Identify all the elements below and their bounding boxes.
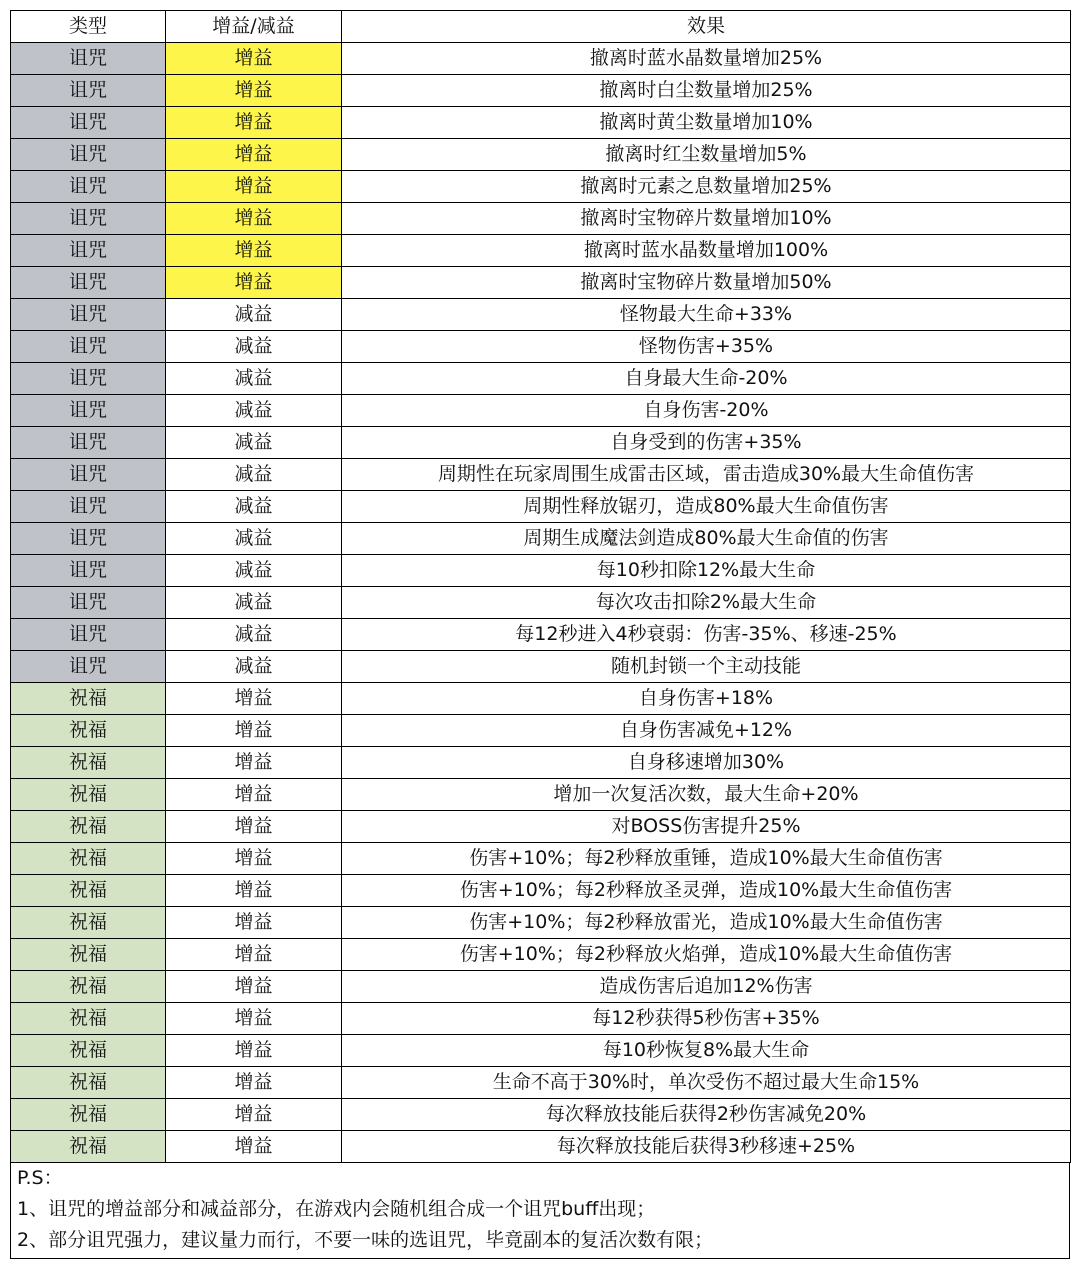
cell-kind[interactable]: 减益 bbox=[166, 491, 342, 523]
cell-kind[interactable]: 增益 bbox=[166, 907, 342, 939]
cell-kind[interactable]: 增益 bbox=[166, 1067, 342, 1099]
table-row bbox=[11, 843, 1071, 875]
table-row bbox=[11, 427, 1071, 459]
table-row bbox=[11, 587, 1071, 619]
cell-type[interactable]: 诅咒 bbox=[11, 363, 166, 395]
cell-type[interactable]: 祝福 bbox=[11, 811, 166, 843]
table-row bbox=[11, 683, 1071, 715]
cell-kind[interactable]: 增益 bbox=[166, 715, 342, 747]
table-row bbox=[11, 523, 1071, 555]
cell-type[interactable]: 诅咒 bbox=[11, 651, 166, 683]
cell-type[interactable]: 祝福 bbox=[11, 939, 166, 971]
table-row bbox=[11, 971, 1071, 1003]
cell-type[interactable]: 祝福 bbox=[11, 715, 166, 747]
note-line-1: 1、诅咒的增益部分和减益部分，在游戏内会随机组合成一个诅咒buff出现； bbox=[17, 1198, 656, 1220]
table-row bbox=[11, 139, 1071, 171]
notes-title: P.S： bbox=[17, 1167, 63, 1189]
cell-effect[interactable]: 自身受到的伤害+35% bbox=[342, 427, 1071, 459]
header-effect[interactable]: 效果 bbox=[342, 11, 1071, 43]
cell-type[interactable]: 诅咒 bbox=[11, 427, 166, 459]
table-row bbox=[11, 1067, 1071, 1099]
cell-effect[interactable]: 自身伤害+18% bbox=[342, 683, 1071, 715]
cell-effect[interactable]: 怪物伤害+35% bbox=[342, 331, 1071, 363]
cell-effect[interactable]: 撤离时红尘数量增加5% bbox=[342, 139, 1071, 171]
cell-kind[interactable]: 增益 bbox=[166, 683, 342, 715]
cell-type[interactable]: 祝福 bbox=[11, 875, 166, 907]
cell-effect[interactable]: 撤离时黄尘数量增加10% bbox=[342, 107, 1071, 139]
header-row bbox=[11, 11, 1071, 43]
header-effect-kind[interactable]: 增益/减益 bbox=[166, 11, 342, 43]
cell-effect[interactable]: 伤害+10%；每2秒释放雷光，造成10%最大生命值伤害 bbox=[342, 907, 1071, 939]
cell-effect[interactable]: 撤离时蓝水晶数量增加100% bbox=[342, 235, 1071, 267]
table-row bbox=[11, 235, 1071, 267]
table-row bbox=[11, 1131, 1071, 1163]
table-row bbox=[11, 299, 1071, 331]
cell-effect[interactable]: 每10秒扣除12%最大生命 bbox=[342, 555, 1071, 587]
cell-effect[interactable]: 撤离时白尘数量增加25% bbox=[342, 75, 1071, 107]
cell-effect[interactable]: 伤害+10%；每2秒释放重锤，造成10%最大生命值伤害 bbox=[342, 843, 1071, 875]
table-row bbox=[11, 619, 1071, 651]
table-row bbox=[11, 1099, 1071, 1131]
notes-section bbox=[10, 1163, 1070, 1259]
table-row bbox=[11, 811, 1071, 843]
cell-type[interactable]: 祝福 bbox=[11, 779, 166, 811]
cell-type[interactable]: 祝福 bbox=[11, 1131, 166, 1163]
table-row bbox=[11, 555, 1071, 587]
cell-effect[interactable]: 增加一次复活次数，最大生命+20% bbox=[342, 779, 1071, 811]
cell-kind[interactable]: 减益 bbox=[166, 427, 342, 459]
cell-effect[interactable]: 自身移速增加30% bbox=[342, 747, 1071, 779]
cell-type[interactable]: 祝福 bbox=[11, 843, 166, 875]
cell-kind[interactable]: 增益 bbox=[166, 843, 342, 875]
cell-effect[interactable]: 周期生成魔法剑造成80%最大生命值的伤害 bbox=[342, 523, 1071, 555]
table-row bbox=[11, 1003, 1071, 1035]
cell-type[interactable]: 诅咒 bbox=[11, 491, 166, 523]
table-row bbox=[11, 75, 1071, 107]
cell-type[interactable]: 诅咒 bbox=[11, 299, 166, 331]
cell-effect[interactable]: 周期性在玩家周围生成雷击区域，雷击造成30%最大生命值伤害 bbox=[342, 459, 1071, 491]
table-body bbox=[11, 43, 1071, 1163]
cell-kind[interactable]: 增益 bbox=[166, 267, 342, 299]
cell-effect[interactable]: 撤离时元素之息数量增加25% bbox=[342, 171, 1071, 203]
cell-kind[interactable]: 增益 bbox=[166, 139, 342, 171]
table-row bbox=[11, 907, 1071, 939]
cell-type[interactable]: 祝福 bbox=[11, 971, 166, 1003]
cell-effect[interactable]: 自身伤害-20% bbox=[342, 395, 1071, 427]
table-row bbox=[11, 491, 1071, 523]
cell-kind[interactable]: 增益 bbox=[166, 171, 342, 203]
cell-type[interactable]: 祝福 bbox=[11, 907, 166, 939]
cell-type[interactable]: 诅咒 bbox=[11, 171, 166, 203]
cell-effect[interactable]: 生命不高于30%时，单次受伤不超过最大生命15% bbox=[342, 1067, 1071, 1099]
cell-effect[interactable]: 怪物最大生命+33% bbox=[342, 299, 1071, 331]
cell-kind[interactable]: 减益 bbox=[166, 395, 342, 427]
cell-kind[interactable]: 增益 bbox=[166, 1035, 342, 1067]
cell-effect[interactable]: 每次释放技能后获得2秒伤害减免20% bbox=[342, 1099, 1071, 1131]
table-row bbox=[11, 875, 1071, 907]
cell-effect[interactable]: 造成伤害后追加12%伤害 bbox=[342, 971, 1071, 1003]
cell-type[interactable]: 诅咒 bbox=[11, 267, 166, 299]
cell-kind[interactable]: 增益 bbox=[166, 1003, 342, 1035]
cell-kind[interactable]: 增益 bbox=[166, 875, 342, 907]
cell-kind[interactable]: 减益 bbox=[166, 555, 342, 587]
table-row bbox=[11, 1035, 1071, 1067]
cell-effect[interactable]: 每12秒进入4秒衰弱：伤害-35%、移速-25% bbox=[342, 619, 1071, 651]
table-row bbox=[11, 779, 1071, 811]
table-row bbox=[11, 747, 1071, 779]
table-row bbox=[11, 203, 1071, 235]
cell-kind[interactable]: 增益 bbox=[166, 939, 342, 971]
table-row bbox=[11, 651, 1071, 683]
cell-effect[interactable]: 撤离时宝物碎片数量增加50% bbox=[342, 267, 1071, 299]
cell-effect[interactable]: 撤离时宝物碎片数量增加10% bbox=[342, 203, 1071, 235]
table-row bbox=[11, 107, 1071, 139]
cell-kind[interactable]: 减益 bbox=[166, 523, 342, 555]
table-row bbox=[11, 267, 1071, 299]
cell-effect[interactable]: 自身最大生命-20% bbox=[342, 363, 1071, 395]
cell-type[interactable]: 诅咒 bbox=[11, 75, 166, 107]
cell-kind[interactable]: 减益 bbox=[166, 459, 342, 491]
cell-type[interactable]: 诅咒 bbox=[11, 203, 166, 235]
cell-kind[interactable]: 增益 bbox=[166, 779, 342, 811]
cell-kind[interactable]: 减益 bbox=[166, 587, 342, 619]
cell-type[interactable]: 诅咒 bbox=[11, 459, 166, 491]
cell-type[interactable]: 诅咒 bbox=[11, 107, 166, 139]
cell-type[interactable]: 诅咒 bbox=[11, 139, 166, 171]
cell-kind[interactable]: 减益 bbox=[166, 651, 342, 683]
cell-kind[interactable]: 增益 bbox=[166, 1131, 342, 1163]
cell-kind[interactable]: 增益 bbox=[166, 107, 342, 139]
effects-sheet bbox=[10, 10, 1070, 1259]
cell-type[interactable]: 祝福 bbox=[11, 1003, 166, 1035]
cell-type[interactable]: 诅咒 bbox=[11, 523, 166, 555]
cell-effect[interactable]: 每次释放技能后获得3秒移速+25% bbox=[342, 1131, 1071, 1163]
cell-kind[interactable]: 增益 bbox=[166, 235, 342, 267]
cell-effect[interactable]: 随机封锁一个主动技能 bbox=[342, 651, 1071, 683]
cell-type[interactable]: 祝福 bbox=[11, 1099, 166, 1131]
cell-type[interactable]: 祝福 bbox=[11, 1035, 166, 1067]
table-row bbox=[11, 715, 1071, 747]
table-row bbox=[11, 395, 1071, 427]
cell-type[interactable]: 诅咒 bbox=[11, 235, 166, 267]
cell-type[interactable]: 诅咒 bbox=[11, 619, 166, 651]
table-row bbox=[11, 331, 1071, 363]
cell-kind[interactable]: 增益 bbox=[166, 747, 342, 779]
cell-kind[interactable]: 增益 bbox=[166, 1099, 342, 1131]
cell-type[interactable]: 祝福 bbox=[11, 747, 166, 779]
cell-type[interactable]: 祝福 bbox=[11, 683, 166, 715]
header-type[interactable]: 类型 bbox=[11, 11, 166, 43]
cell-effect[interactable]: 周期性释放锯刃，造成80%最大生命值伤害 bbox=[342, 491, 1071, 523]
table-row bbox=[11, 363, 1071, 395]
cell-kind[interactable]: 减益 bbox=[166, 363, 342, 395]
cell-kind[interactable]: 增益 bbox=[166, 971, 342, 1003]
cell-effect[interactable]: 对BOSS伤害提升25% bbox=[342, 811, 1071, 843]
cell-type[interactable]: 诅咒 bbox=[11, 331, 166, 363]
cell-type[interactable]: 祝福 bbox=[11, 1067, 166, 1099]
cell-kind[interactable]: 增益 bbox=[166, 75, 342, 107]
table-row bbox=[11, 171, 1071, 203]
cell-type[interactable]: 诅咒 bbox=[11, 555, 166, 587]
cell-type[interactable]: 诅咒 bbox=[11, 395, 166, 427]
cell-kind[interactable]: 增益 bbox=[166, 43, 342, 75]
cell-type[interactable]: 诅咒 bbox=[11, 587, 166, 619]
cell-kind[interactable]: 增益 bbox=[166, 203, 342, 235]
cell-kind[interactable]: 减益 bbox=[166, 331, 342, 363]
table-row bbox=[11, 459, 1071, 491]
cell-effect[interactable]: 伤害+10%；每2秒释放圣灵弹，造成10%最大生命值伤害 bbox=[342, 875, 1071, 907]
cell-type[interactable]: 诅咒 bbox=[11, 43, 166, 75]
cell-effect[interactable]: 伤害+10%；每2秒释放火焰弹，造成10%最大生命值伤害 bbox=[342, 939, 1071, 971]
table-row bbox=[11, 43, 1071, 75]
cell-effect[interactable]: 每次攻击扣除2%最大生命 bbox=[342, 587, 1071, 619]
cell-effect[interactable]: 撤离时蓝水晶数量增加25% bbox=[342, 43, 1071, 75]
cell-effect[interactable]: 每10秒恢复8%最大生命 bbox=[342, 1035, 1071, 1067]
table-row bbox=[11, 939, 1071, 971]
note-line-2: 2、部分诅咒强力，建议量力而行，不要一味的选诅咒，毕竟副本的复活次数有限； bbox=[17, 1229, 714, 1251]
cell-kind[interactable]: 增益 bbox=[166, 811, 342, 843]
cell-kind[interactable]: 减益 bbox=[166, 299, 342, 331]
effects-table bbox=[10, 10, 1071, 1163]
cell-effect[interactable]: 每12秒获得5秒伤害+35% bbox=[342, 1003, 1071, 1035]
cell-effect[interactable]: 自身伤害减免+12% bbox=[342, 715, 1071, 747]
cell-kind[interactable]: 减益 bbox=[166, 619, 342, 651]
